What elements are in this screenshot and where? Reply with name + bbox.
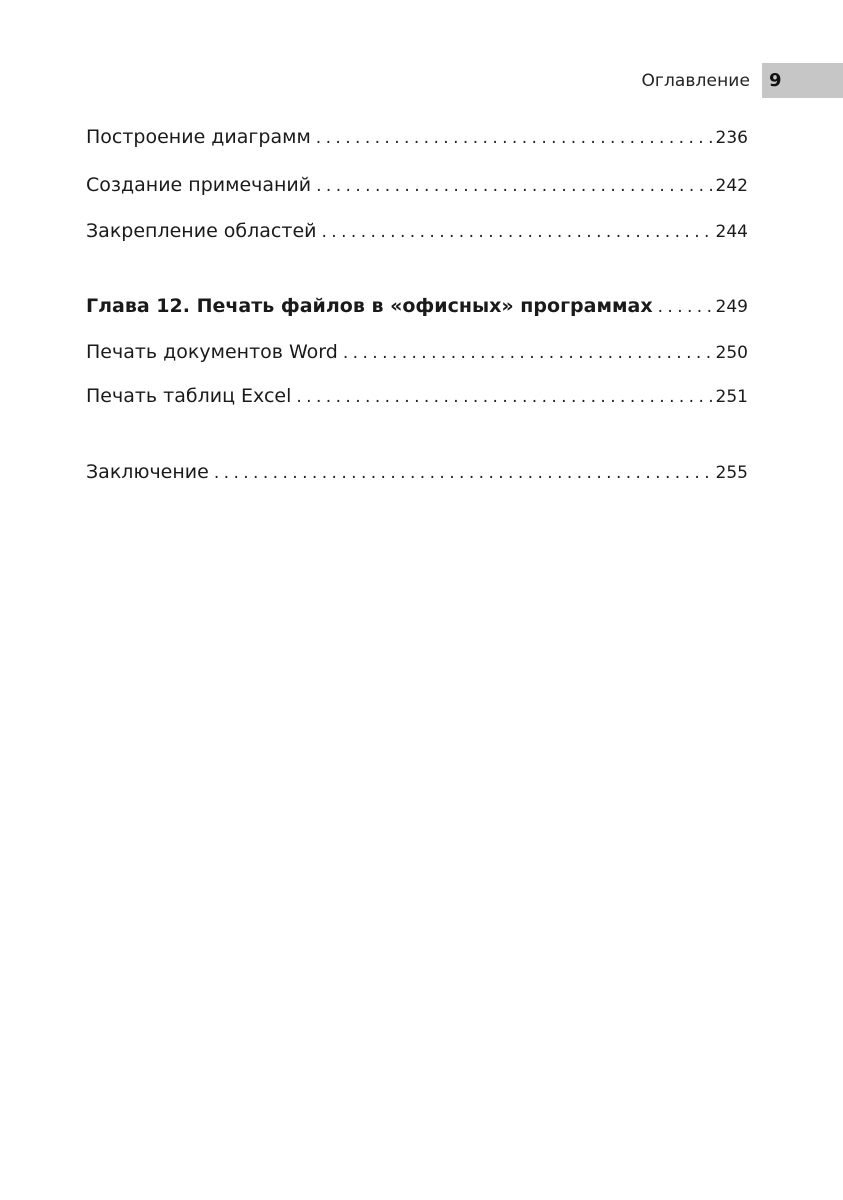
toc-entry[interactable] [86,219,748,244]
toc-entry-page: 244 [715,222,748,242]
toc-entry-page: 251 [715,387,748,407]
toc-chapter-entry[interactable] [86,294,748,319]
page-number: 9 [769,70,782,91]
toc-entry-page: 242 [715,176,748,196]
toc-chapter-label: Глава 12. Печать файлов в «офисных» программах [86,295,653,317]
page-number-tab [762,63,843,98]
toc-entry[interactable] [86,173,748,198]
toc-dot-leader [214,461,712,485]
toc-entry-page: 255 [715,463,748,483]
toc-entry[interactable] [86,125,748,150]
toc-entry-page: 236 [715,128,748,148]
running-head [641,63,843,98]
toc-entry-label: Заключение [86,461,209,483]
toc-dot-leader [316,126,712,150]
toc-entry[interactable] [86,340,748,365]
toc-entry-page: 250 [715,343,748,363]
toc-dot-leader [658,295,712,319]
toc-entry-label: Закрепление областей [86,220,317,242]
toc-entry-label: Печать документов Word [86,341,338,363]
toc-entry-label: Печать таблиц Excel [86,385,292,407]
toc-entry-page: 249 [715,297,748,317]
toc-dot-leader [322,220,712,244]
toc-entry[interactable] [86,384,748,409]
toc-entry-label: Создание примечаний [86,174,312,196]
toc-dot-leader [343,341,712,365]
running-head-title: Оглавление [641,70,750,91]
toc-dot-leader [316,174,711,198]
toc-entry-label: Построение диаграмм [86,126,311,148]
toc-entry[interactable] [86,460,748,485]
toc-dot-leader [296,385,711,409]
